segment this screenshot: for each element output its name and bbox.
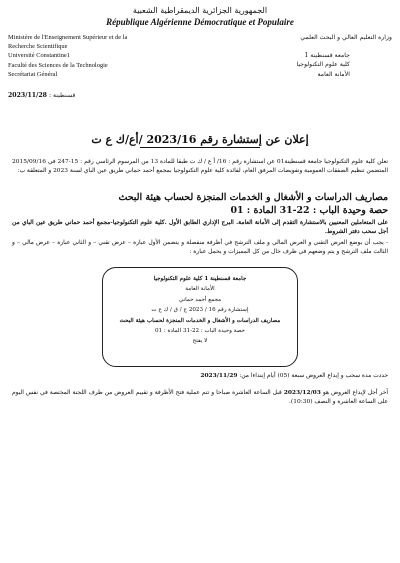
subject-line-1: مصاريف الدراسات و الأشغال و الخدمات المنجزة لحساب هيئة البحث bbox=[118, 192, 388, 203]
university-line-ar: جامعة قسنطينة 1 bbox=[304, 52, 350, 60]
box-line-3: مجمع أحمد حماني bbox=[178, 296, 222, 303]
deadline-paragraph bbox=[12, 372, 388, 381]
ministry-line-ar: وزارة التعليم العالي و البحث العلمي bbox=[300, 34, 392, 41]
institution-block-french bbox=[8, 33, 183, 79]
subject-block bbox=[12, 191, 388, 217]
date-value: 2023/11/28 bbox=[8, 92, 47, 99]
box-line-4: إستشارة رقم 16 / 2023 ج / ق / ك ع ت bbox=[151, 307, 249, 314]
box-line-1: جامعة قسنطينة 1 كلية علوم التكنولوجيا bbox=[153, 276, 247, 282]
subject-line-2: حصة وحيدة الباب : 22-31 المادة : 01 bbox=[230, 205, 388, 216]
document-date bbox=[8, 92, 158, 99]
title-underline bbox=[140, 147, 260, 148]
box-line-2: الأمانة العامة bbox=[185, 286, 215, 293]
faculty-line: Faculté des Sciences de la Technologie bbox=[8, 61, 108, 69]
institution-block-arabic bbox=[217, 33, 392, 79]
box-line-6: حصة وحيدة الباب : 22-31 المادة : 01 bbox=[154, 328, 246, 335]
box-line-7: لا يفتح bbox=[192, 338, 208, 345]
box-line-5: مصاريف الدراسات و الأشغال و الخدمات المنجزة لحساب هيئة البحث bbox=[119, 317, 281, 324]
final-rest: قبل الساعة العاشرة صباحا و تتم عملية فتح الأظرفة و تقييم العروض من طرف اللجنة المختصة في نفس اليوم على الساعة العاشرة و النصف (10:30). bbox=[12, 390, 388, 405]
invitation-paragraph: على المتعاملين المعنيين بالاستشارة التقدم إلى الأمانة العامة. البرج الإداري الطابق الأول .كلية علوم التكنولوجيا-مجمع أحمد حماني طريق عين الباي من أجل سحب دفتر الشروط. bbox=[12, 219, 388, 235]
final-date: 2023/12/03 bbox=[283, 389, 321, 396]
envelope-label-box bbox=[102, 267, 298, 367]
french-republic-header: République Algérienne Démocratique et Populaire bbox=[106, 17, 294, 27]
date-label: قسنطينة : bbox=[48, 92, 76, 99]
intro-paragraph: تعلن كلية علوم التكنولوجيا جامعة قسنطينة01 عن استشارة رقم : 16/ أ ع / ك ت طبقا للمادة 13 من المرسوم الرئاسي رقم : 15-247 في 2015/09/16 المتضمن تنظيم الصفقات العمومية وتفويضات المرفق العام، لفائدة كلية علوم التكنولوجيا بمجمع أحمد حماني طريق عين الباي لسنة 2023 و المتعلقة ب: bbox=[12, 159, 388, 174]
deadline-date: 2023/11/29 bbox=[200, 372, 238, 379]
secretariat-line-ar: الأمانة العامة bbox=[317, 70, 350, 78]
final-prefix: آخر أجل لإيداع العروض هو bbox=[322, 390, 389, 396]
ministry-line-1: Ministère de l'Enseignement Supérieur et de la bbox=[8, 34, 128, 41]
faculty-line-ar: كلية علوم التكنولوجيا bbox=[296, 61, 350, 69]
final-paragraph bbox=[12, 389, 388, 406]
secretariat-line: Secrétariat Général bbox=[8, 70, 58, 78]
university-line: Université Constantine1 bbox=[8, 52, 70, 60]
ministry-line-2: Recherche Scientifique bbox=[8, 43, 68, 51]
announcement-title: إعلان عن إستشارة رقم 2023/16 /أع/ك ع ت bbox=[91, 133, 309, 146]
arabic-republic-header: الجمهورية الجزائرية الديمقراطية الشعبية bbox=[132, 6, 268, 15]
deadline-text: حددت مدة سحب و إيداع العروض سبعة (05) أيام إبتداءا من: bbox=[239, 373, 388, 379]
requirements-paragraph: - يجب أن يوضع العرض التقني و العرض المالي و ملف الترشح في أظرفة منفصلة و يتضمن الأول عبارة – عرض تقني – و الثاني عبارة – عرض مالي – و الثالث ملف الترشح و يتم وضعهم في ظرف خال من كل المميزات و يحمل عبارة : bbox=[12, 240, 388, 255]
